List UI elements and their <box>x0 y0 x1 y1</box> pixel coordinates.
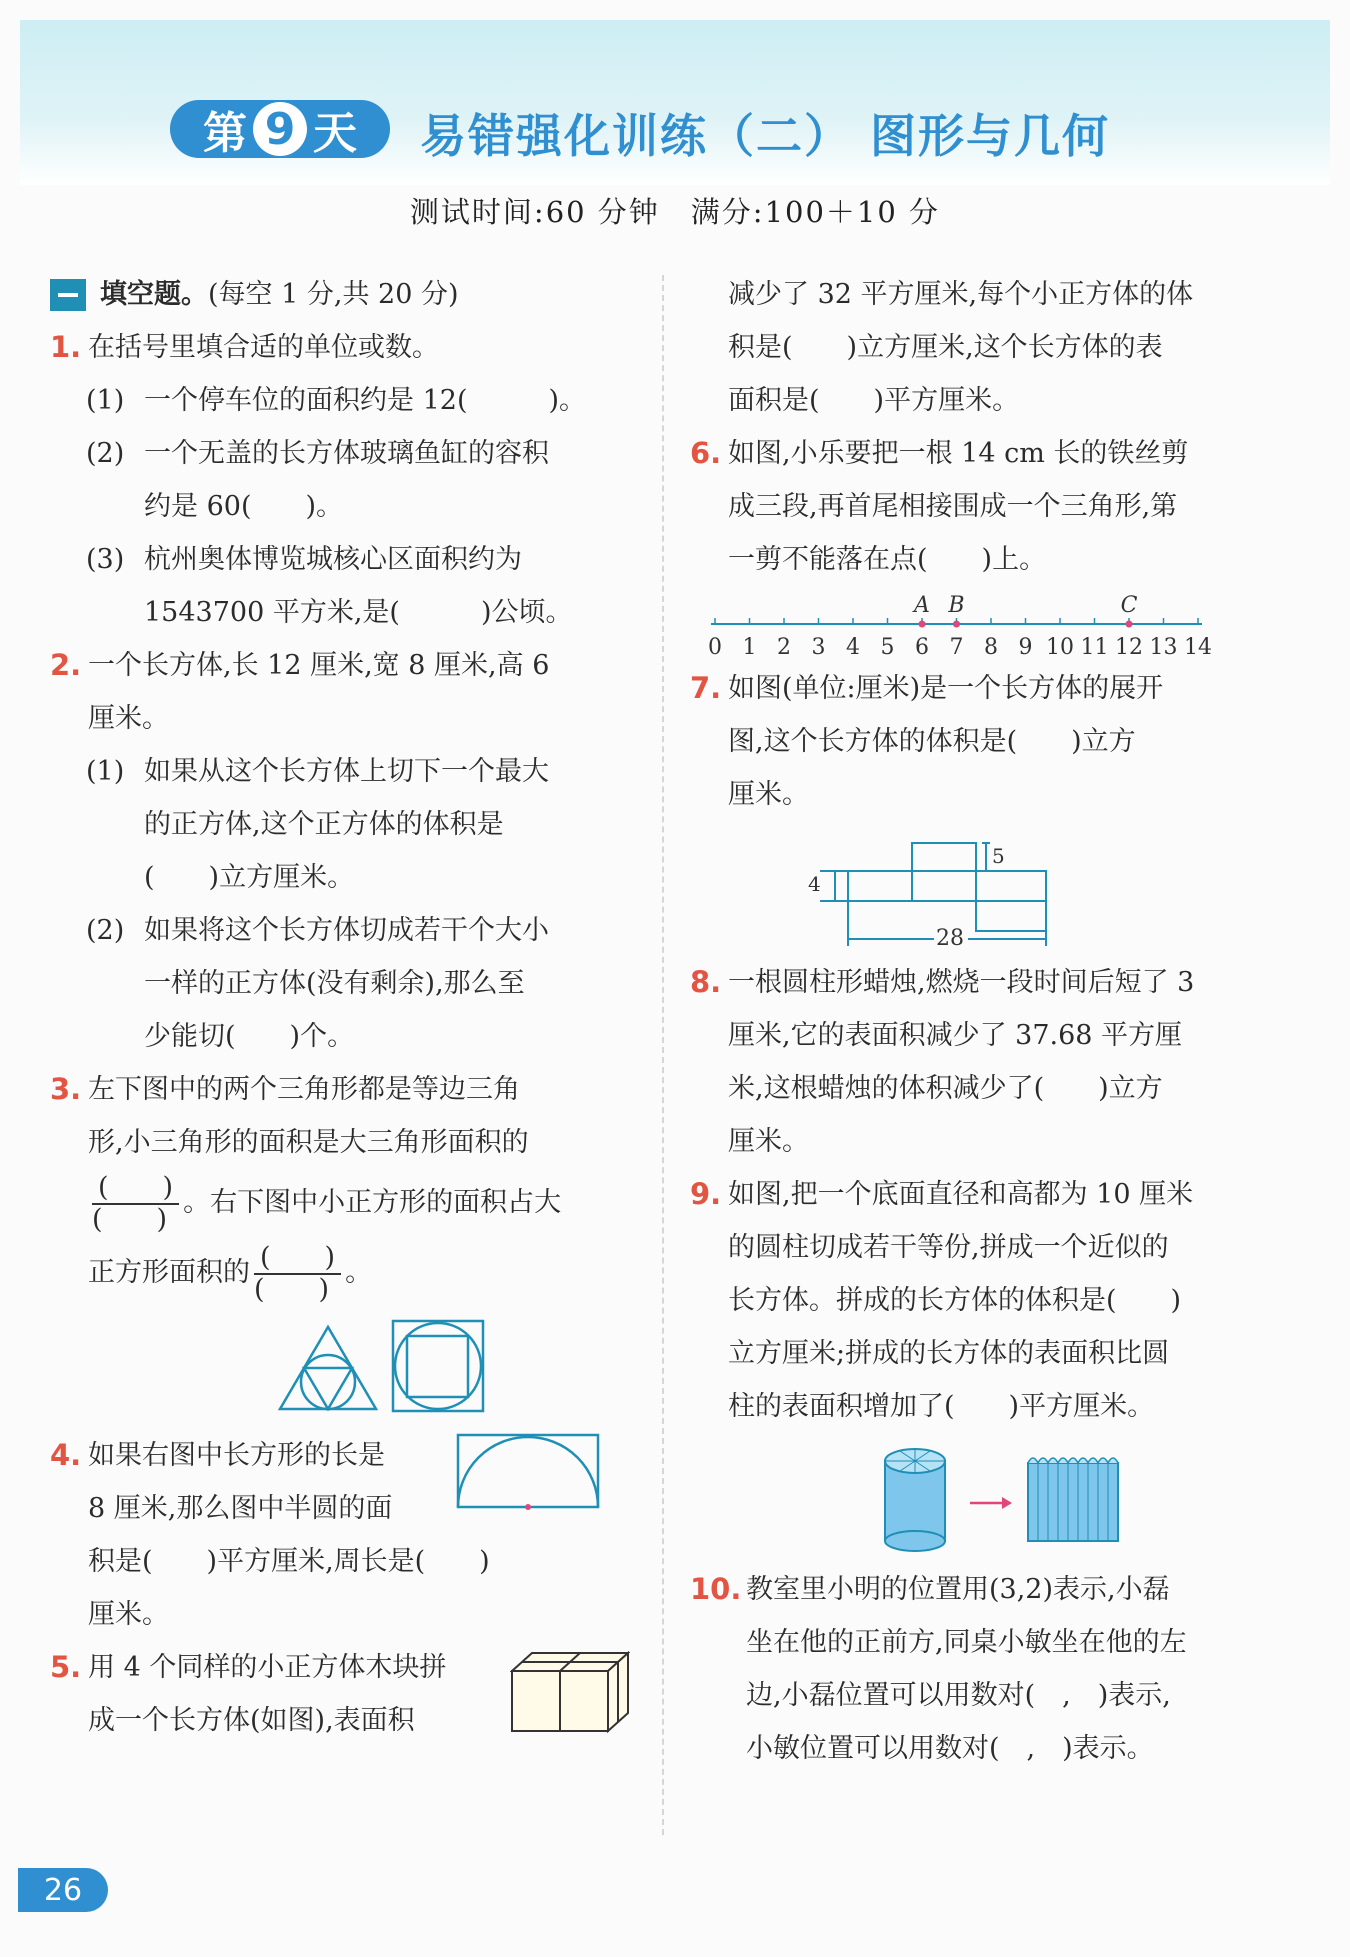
blank-fraction <box>254 1243 341 1305</box>
sub-number: (1) <box>86 385 125 416</box>
question-text: 长方体。拼成的长方体的体积是( ) <box>728 1285 1182 1316</box>
question-text <box>50 1237 635 1309</box>
q3-figures-svg <box>50 1309 635 1419</box>
number-line-tick-label: 7 <box>949 635 964 660</box>
sub-number: (3) <box>86 544 125 575</box>
question-text: 教室里小明的位置用(3,2)表示,小磊 <box>746 1574 1170 1605</box>
number-line-tick-label: 14 <box>1184 635 1212 660</box>
question-text: 积是( )立方厘米,这个长方体的表 <box>728 332 1163 363</box>
sub-text: 一个停车位的面积约是 12( )。 <box>144 385 587 416</box>
dim-5-label: 5 <box>992 844 1005 868</box>
question-6 <box>690 427 1280 480</box>
question-5 <box>50 1641 635 1747</box>
question-number: 5. <box>50 1650 82 1684</box>
day-suffix: 天 <box>313 108 357 159</box>
question-text: 一根圆柱形蜡烛,燃烧一段时间后短了 3 <box>728 967 1195 998</box>
fraction-denominator: ( ) <box>92 1203 168 1235</box>
right-column <box>690 268 1280 1775</box>
question-number: 1. <box>50 330 82 364</box>
sub-text: 如果将这个长方体切成若干个大小 <box>144 915 549 946</box>
dim-28-label: 28 <box>936 926 964 951</box>
number-line-figure <box>690 586 1280 662</box>
cylinder-shape <box>885 1449 945 1551</box>
number-line-tick-label: 13 <box>1149 635 1178 660</box>
question-text: 柱的表面积增加了( )平方厘米。 <box>728 1391 1155 1422</box>
number-line-point-label: C <box>1120 593 1138 618</box>
dim-4-label: 4 <box>808 872 821 896</box>
sub-question <box>50 904 635 957</box>
number-line-svg <box>690 586 1280 662</box>
number-line-tick-label: 1 <box>742 635 757 660</box>
sub-text: 1543700 平方米,是( )公顷。 <box>144 597 573 628</box>
semicircle-figure <box>455 1429 605 1524</box>
column-divider <box>662 275 664 1835</box>
question-text: 图,这个长方体的体积是( )立方 <box>728 726 1136 757</box>
cuboid-shape <box>1028 1458 1118 1541</box>
section-title: 填空题。 <box>100 279 208 310</box>
page-title: 易错强化训练（二） 图形与几何 <box>420 109 1111 163</box>
arrow-icon <box>970 1497 1012 1509</box>
question-1 <box>50 321 635 374</box>
question-text: 8 厘米,那么图中半圆的面 <box>88 1493 393 1524</box>
number-line-tick-label: 10 <box>1046 635 1074 660</box>
cylinder-svg <box>690 1433 1280 1558</box>
square-figure <box>393 1321 483 1411</box>
sub-number: (2) <box>86 438 125 469</box>
question-text: 用 4 个同样的小正方体木块拼 <box>88 1652 447 1683</box>
question-9 <box>690 1168 1280 1221</box>
question-number: 8. <box>690 965 722 999</box>
number-line-tick-label: 5 <box>880 635 895 660</box>
question-8 <box>690 956 1280 1009</box>
question-text: 面积是( )平方厘米。 <box>728 385 1020 416</box>
net-figure <box>690 821 1280 956</box>
section-one-icon <box>50 279 86 311</box>
number-line-tick-label: 8 <box>984 635 998 660</box>
number-line-tick-label: 6 <box>915 635 929 660</box>
number-line-tick-label: 3 <box>811 635 826 660</box>
sub-question <box>50 533 635 586</box>
question-3 <box>50 1063 635 1116</box>
question-10 <box>690 1563 1280 1616</box>
day-number: 9 <box>253 102 307 156</box>
number-line-tick-label: 11 <box>1080 635 1109 660</box>
sub-question <box>50 745 635 798</box>
question-text: 如图,把一个底面直径和高都为 10 厘米 <box>728 1179 1194 1210</box>
question-7 <box>690 662 1280 715</box>
sub-question <box>50 427 635 480</box>
question-text: 在括号里填合适的单位或数。 <box>88 332 439 363</box>
sub-text: 的正方体,这个正方体的体积是 <box>144 809 504 840</box>
question-text: 一剪不能落在点( )上。 <box>728 544 1047 575</box>
question-text: 减少了 32 平方厘米,每个小正方体的体 <box>728 279 1194 310</box>
number-line-point <box>953 621 960 628</box>
question-text: 。右下图中小正方形的面积占大 <box>183 1187 562 1218</box>
number-line-point <box>1126 621 1133 628</box>
sub-number: (2) <box>86 915 125 946</box>
question-text: 积是( )平方厘米,周长是( ) <box>88 1546 490 1577</box>
question-text: 一个长方体,长 12 厘米,宽 8 厘米,高 6 <box>88 650 550 681</box>
sub-text: 如果从这个长方体上切下一个最大 <box>144 756 549 787</box>
question-text: 小敏位置可以用数对( , )表示。 <box>746 1733 1154 1764</box>
number-line-point-label: B <box>948 593 965 618</box>
question-text: 厘米。 <box>728 1126 809 1157</box>
cylinder-figure <box>690 1433 1280 1563</box>
sub-text: 少能切( )个。 <box>144 1021 355 1052</box>
page-number: 26 <box>18 1868 108 1912</box>
question-text: 厘米。 <box>88 1599 169 1630</box>
question-number: 10. <box>690 1572 742 1606</box>
fraction-numerator: ( ) <box>254 1243 341 1275</box>
question-text: 形,小三角形的面积是大三角形面积的 <box>88 1127 529 1158</box>
question-text: 成三段,再首尾相接围成一个三角形,第 <box>728 491 1178 522</box>
number-line-tick-label: 12 <box>1115 635 1143 660</box>
question-number: 6. <box>690 436 722 470</box>
section-header <box>50 268 635 321</box>
question-text: 坐在他的正前方,同桌小敏坐在他的左 <box>746 1627 1187 1658</box>
sub-text: 约是 60( )。 <box>144 491 344 522</box>
question-text: 的圆柱切成若干等份,拼成一个近似的 <box>728 1232 1169 1263</box>
day-prefix: 第 <box>203 108 247 159</box>
question-text: 米,这根蜡烛的体积减少了( )立方 <box>728 1073 1163 1104</box>
fraction-denominator: ( ) <box>254 1273 330 1305</box>
q3-figures <box>50 1309 635 1429</box>
question-text: 边,小磊位置可以用数对( , )表示, <box>746 1680 1171 1711</box>
blank-fraction <box>92 1173 179 1235</box>
cuboid-figure <box>510 1651 630 1733</box>
section-note: (每空 1 分,共 20 分) <box>208 279 459 310</box>
question-text <box>50 1169 635 1237</box>
question-text: 厘米。 <box>728 779 809 810</box>
question-4 <box>50 1429 635 1641</box>
number-line-point <box>919 621 926 628</box>
number-line-tick-label: 9 <box>1018 635 1033 660</box>
number-line-tick-label: 4 <box>846 635 860 660</box>
sub-question <box>50 374 635 427</box>
question-text: 如图(单位:厘米)是一个长方体的展开 <box>728 673 1164 704</box>
question-text: 厘米,它的表面积减少了 37.68 平方厘 <box>728 1020 1183 1051</box>
question-text: 立方厘米;拼成的长方体的表面积比圆 <box>728 1338 1170 1369</box>
net-svg <box>690 821 1280 951</box>
question-number: 9. <box>690 1177 722 1211</box>
sub-text: 一样的正方体(没有剩余),那么至 <box>144 968 525 999</box>
question-text: 正方形面积的 <box>88 1257 250 1288</box>
fraction-numerator: ( ) <box>92 1173 179 1205</box>
triangle-figure <box>280 1327 376 1409</box>
number-line-point-label: A <box>914 593 930 618</box>
day-badge <box>170 100 390 158</box>
sub-text: 一个无盖的长方体玻璃鱼缸的容积 <box>144 438 549 469</box>
number-line-tick-label: 2 <box>777 635 791 660</box>
left-column <box>50 268 635 1747</box>
question-text: 成一个长方体(如图),表面积 <box>88 1705 415 1736</box>
question-number: 2. <box>50 648 82 682</box>
question-text: 如图,小乐要把一根 14 cm 长的铁丝剪 <box>728 438 1189 469</box>
sub-number: (1) <box>86 756 125 787</box>
question-2 <box>50 639 635 692</box>
question-number: 4. <box>50 1438 82 1472</box>
sub-text: ( )立方厘米。 <box>144 862 355 893</box>
question-number: 7. <box>690 671 722 705</box>
sub-text: 杭州奥体博览城核心区面积约为 <box>144 544 522 575</box>
question-text: 左下图中的两个三角形都是等边三角 <box>88 1074 520 1105</box>
question-text: 厘米。 <box>88 703 169 734</box>
question-text: 如果右图中长方形的长是 <box>88 1440 385 1471</box>
number-line-tick-label: 0 <box>708 635 722 660</box>
question-text: 。 <box>345 1257 373 1288</box>
question-number: 3. <box>50 1072 82 1106</box>
test-info: 测试时间:60 分钟 满分:100＋10 分 <box>409 195 941 229</box>
